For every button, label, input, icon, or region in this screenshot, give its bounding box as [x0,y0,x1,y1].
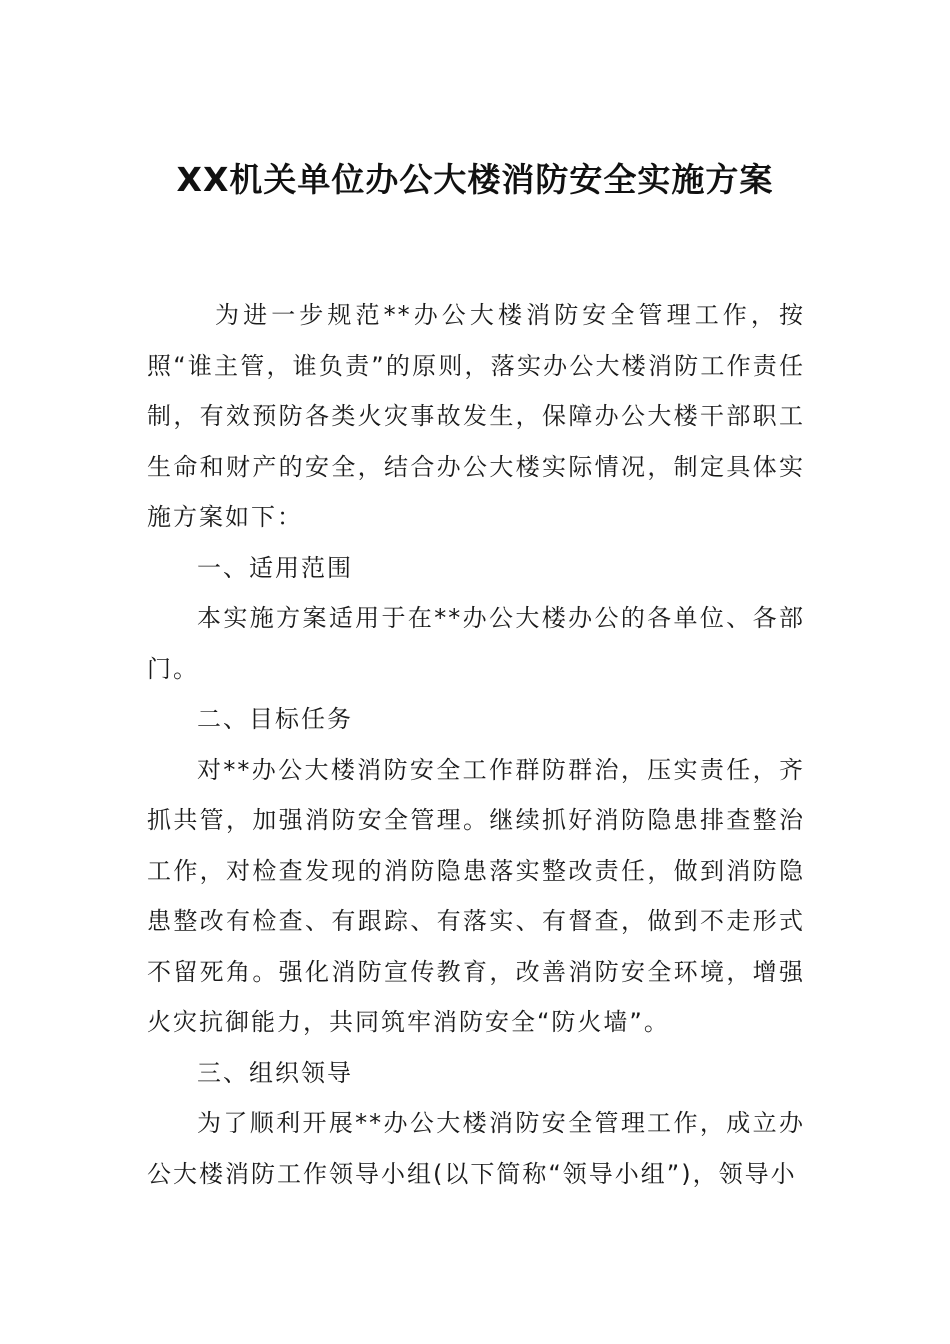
goals-paragraph: 对**办公大楼消防安全工作群防群治，压实责任，齐抓共管，加强消防安全管理。继续抓好消防隐患排查整治工作，对检查发现的消防隐患落实整改责任，做到消防隐患整改有检查、有跟踪、有落实、有督查，做到不走形式不留死角。强化消防宣传教育，改善消防安全环境，增强火灾抗御能力，共同筑牢消防安全“防火墙”。 [147,755,805,1036]
document-body [147,290,805,1199]
scope-paragraph: 本实施方案适用于在**办公大楼办公的各单位、各部门。 [147,604,805,683]
document-title: XX机关单位办公大楼消防安全实施方案 [176,160,774,199]
section-heading-organization: 三、组织领导 [197,1058,353,1087]
section-heading-goals: 二、目标任务 [197,705,353,733]
organization-paragraph: 为了顺利开展**办公大楼消防安全管理工作，成立办公大楼消防工作领导小组(以下简称“领导小组”)，领导小 [147,1109,805,1188]
section-heading-scope: 一、适用范围 [197,553,353,582]
intro-paragraph: 为进一步规范**办公大楼消防安全管理工作，按照“谁主管，谁负责”的原则，落实办公大楼消防工作责任制，有效预防各类火灾事故发生，保障办公大楼干部职工生命和财产的安全，结合办公大楼实际情况，制定具体实施方案如下： [147,301,805,531]
